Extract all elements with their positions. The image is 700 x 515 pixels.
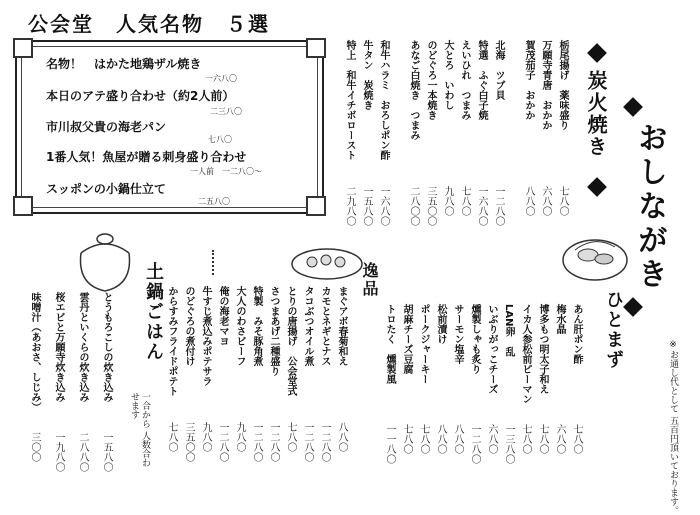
menu-item-price: 一五八〇	[361, 186, 372, 226]
featured-item-price: 七八〇	[208, 135, 232, 144]
featured-item-price: 二五八〇	[198, 197, 230, 206]
menu-item-name: 賀茂茄子 おかか	[523, 40, 534, 120]
menu-item-price: 一二八〇	[493, 186, 504, 226]
menu-item-name: とうもろこしの炊き込み	[101, 292, 112, 402]
menu-item-price: 三五〇〇	[183, 422, 194, 462]
menu-item-price: 七八〇	[459, 186, 470, 216]
menu-item-name: 万願寺青唐 おかか	[540, 40, 551, 130]
featured-item-name: 名物！ はかた地鶏ザル焼き	[46, 57, 202, 71]
menu-item-name: LAN卵 乱	[503, 304, 514, 357]
otoshi-note: ※お通し代として 五百円頂いております。	[668, 340, 678, 515]
menu-item-price: 七八〇	[557, 186, 568, 216]
section-title-ippin: 逸品	[360, 262, 379, 298]
diamond-ornament-icon	[623, 297, 643, 317]
menu-item-name: のどぐろの煮付け	[183, 286, 194, 366]
menu-item-price: 一二八〇	[268, 422, 279, 462]
menu-item-price: 一二八〇	[251, 422, 262, 462]
menu-item-price: 六八〇	[486, 424, 497, 454]
menu-item-price: 九八〇	[234, 422, 245, 452]
menu-item-name: 博多もつ明太子和え	[537, 304, 548, 394]
menu-item-name: 北海 ツブ貝	[493, 40, 504, 100]
menu-item-name: 松前漬け	[435, 304, 446, 344]
menu-item-price: 一三八〇	[503, 424, 514, 464]
menu-item-price: 七八〇	[285, 422, 296, 452]
menu-item-name: 俺の海老マヨ	[217, 286, 228, 346]
menu-item-name: タコぶつオイル煮	[302, 286, 313, 366]
menu-item-name: 牛タン 炭焼き	[361, 40, 372, 110]
menu-item-name: 胡麻チーズ豆腐	[401, 304, 412, 374]
menu-title: おしながき	[632, 122, 667, 292]
menu-item-name: 特製 みそ豚角煮	[251, 286, 262, 366]
menu-item-name: 特上 和牛イチボロースト	[344, 40, 355, 160]
menu-item-name: あん肝ポン酢	[571, 304, 582, 364]
menu-item-name: 特選 ふぐ白子焼	[476, 40, 487, 120]
menu-item-name: からすみフライドポテト	[166, 286, 177, 396]
featured-item-name: 本日のアテ盛り合わせ（約2人前）	[46, 89, 235, 103]
diamond-ornament-icon	[587, 177, 607, 197]
menu-item-price: 二八八〇	[77, 432, 88, 472]
frame-corner-ornament	[306, 38, 326, 58]
menu-item-price: 一九八〇	[53, 432, 64, 472]
menu-item-price: 九八〇	[442, 186, 453, 216]
menu-item-name: のどぐろ一本焼き	[425, 40, 436, 120]
menu-item-price: 一二八〇	[319, 422, 330, 462]
diamond-ornament-icon	[587, 43, 607, 63]
menu-item-name: まぐアボ春菊和え	[336, 286, 347, 366]
menu-item-name: 桜エビと万願寺炊き込み	[53, 292, 64, 402]
menu-item-price: 三〇〇	[29, 432, 40, 462]
menu-item-name: 燻製しゃも炙り	[469, 304, 480, 374]
menu-item-name: 味噌汁（あおさ、しじみ）	[29, 292, 40, 412]
menu-item-name: 牛すじ煮込みポテサラ	[200, 286, 211, 386]
menu-item-price: 八八〇	[452, 424, 463, 454]
featured-item-name: スッポンの小鍋仕立て	[46, 182, 166, 196]
section-title-hitomazu: ひとまず	[603, 290, 624, 370]
menu-item-name: 和牛ハラミ おろしポン酢	[378, 40, 389, 160]
featured-item-name: 市川叔父貴の海老パン	[46, 120, 167, 134]
frame-corner-ornament	[13, 38, 33, 58]
menu-item-price: 七八〇	[520, 424, 531, 454]
featured-item-name: 1番人気！魚屋が贈る刺身盛り合わせ	[46, 150, 247, 164]
menu-item-price: 七八〇	[571, 424, 582, 454]
menu-item-name: 梅水晶	[554, 304, 565, 334]
featured-item-price: 一人前 一二八〇〜	[190, 167, 262, 176]
menu-item-price: 二九八〇	[344, 186, 355, 226]
menu-item-price: 八八〇	[435, 424, 446, 454]
menu-item-name: いぶりがっこチーズ	[486, 304, 497, 394]
menu-item-name: 大人のわさビーフ	[234, 286, 245, 366]
featured-item-price: 一六八〇	[205, 74, 237, 83]
menu-item-price: 八八〇	[336, 422, 347, 452]
menu-item-price: 一一八〇	[384, 424, 395, 464]
menu-item-price: 七八〇	[401, 424, 412, 454]
frame-corner-ornament	[13, 196, 33, 216]
featured-item-price: 二三八〇	[210, 107, 242, 116]
menu-item-name: 大とろ いわし	[442, 40, 453, 110]
menu-item-price: 七八〇	[537, 424, 548, 454]
menu-item-price: 三五〇〇	[425, 186, 436, 226]
menu-item-name: 雲丹といくらの炊き込み	[77, 292, 88, 402]
page-title: 公会堂 人気名物 ５選	[28, 12, 270, 36]
food-plate-illustration	[290, 242, 365, 282]
menu-item-name: えいひれ つまみ	[459, 40, 470, 120]
menu-item-name: あなご白焼き つまみ	[408, 40, 419, 140]
diamond-ornament-icon	[623, 97, 643, 117]
menu-item-name: さつまあげ二種盛り	[268, 286, 279, 376]
menu-item-name: カモとネギとナス	[319, 286, 330, 366]
menu-item-price: 一五八〇	[101, 432, 112, 472]
donabe-pot-illustration	[75, 225, 135, 295]
menu-item-price: 二八〇〇	[408, 186, 419, 226]
menu-item-price: 七八〇	[166, 422, 177, 452]
food-plate-illustration	[560, 225, 630, 285]
menu-item-price: 一二八〇	[217, 422, 228, 462]
frame-corner-ornament	[306, 196, 326, 216]
menu-item-price: 一二八〇	[302, 422, 313, 462]
menu-item-price: 七八〇	[418, 424, 429, 454]
section-title-sumibi: 炭火焼き	[584, 70, 608, 158]
menu-item-price: 一六八〇	[476, 186, 487, 226]
menu-item-price: 六八〇	[554, 424, 565, 454]
menu-item-name: サーモン塩辛	[452, 304, 463, 364]
menu-item-name: 栃尾揚げ 薬味盛り	[557, 40, 568, 130]
menu-item-name: とりの唐揚げ 公会堂式	[285, 286, 296, 396]
menu-item-price: 九八〇	[200, 422, 211, 452]
section-title-donabe: 土鍋ごはん	[143, 262, 164, 362]
dotted-separator	[212, 250, 216, 275]
menu-item-name: イカ人参松前ピーマン	[520, 304, 531, 404]
menu-item-price: 六八〇	[540, 186, 551, 216]
menu-item-name: ポークジャーキー	[418, 304, 429, 384]
donabe-note: 一合から 人数合わせます	[129, 392, 150, 467]
menu-item-price: 八八〇	[523, 186, 534, 216]
menu-item-price: 一六八〇	[378, 186, 389, 226]
menu-item-name: トロたく 燻製風	[384, 304, 395, 384]
menu-item-price: 一二八〇	[469, 424, 480, 464]
